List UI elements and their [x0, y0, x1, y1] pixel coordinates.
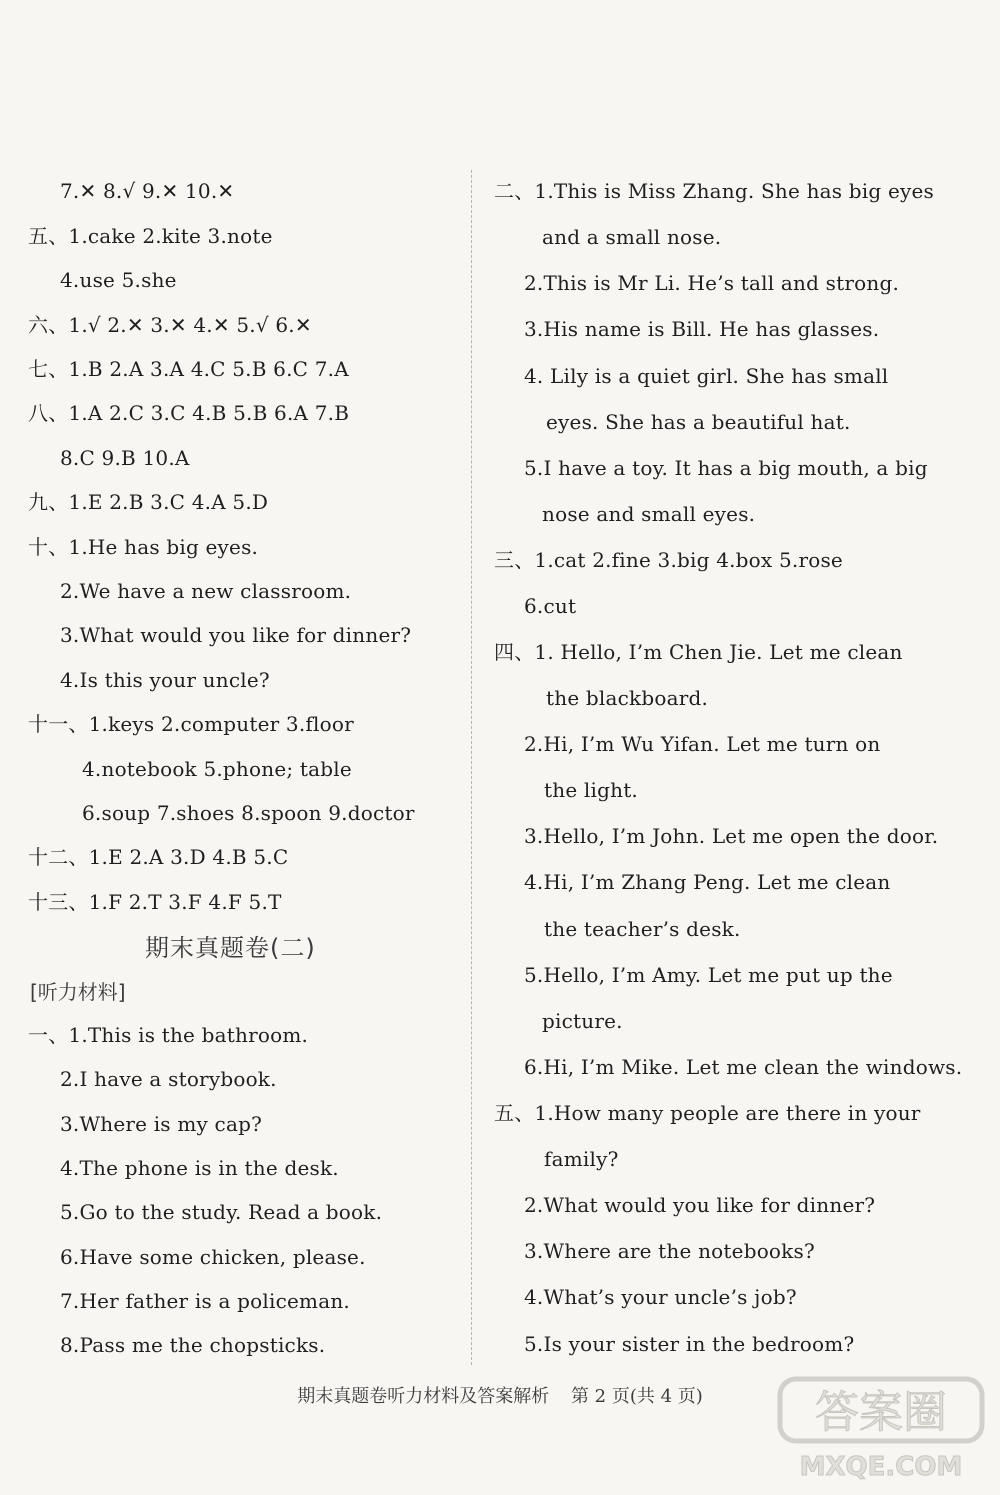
answer-line: 4.Hi, I’m Zhang Peng. Let me clean	[524, 870, 891, 894]
watermark-url: MXQE.COM	[799, 1452, 963, 1482]
answer-line: 4.notebook 5.phone; table	[82, 757, 352, 781]
answer-line: 6.soup 7.shoes 8.spoon 9.doctor	[82, 801, 415, 825]
answer-line: 2.What would you like for dinner?	[524, 1193, 876, 1217]
answer-line: 4.Is this your uncle?	[60, 668, 270, 692]
answer-line: 三、1.cat 2.fine 3.big 4.box 5.rose	[494, 548, 843, 572]
watermark-icon	[776, 1375, 986, 1485]
answer-line: 6.cut	[524, 594, 577, 618]
answer-line: 十、1.He has big eyes.	[28, 535, 259, 559]
answer-line: 6.Have some chicken, please.	[60, 1245, 366, 1269]
answer-line: 3.What would you like for dinner?	[60, 623, 412, 647]
column-divider	[471, 170, 472, 1365]
answer-line: 3.Where are the notebooks?	[524, 1239, 815, 1263]
answer-line: 8.Pass me the chopsticks.	[60, 1333, 326, 1357]
answer-line: 2.We have a new classroom.	[60, 579, 352, 603]
answer-line: 3.His name is Bill. He has glasses.	[524, 317, 880, 341]
watermark-logo	[776, 1375, 986, 1485]
answer-line: 6.Hi, I’m Mike. Let me clean the windows.	[524, 1055, 963, 1079]
answer-line: 7.✕ 8.√ 9.✕ 10.✕	[60, 179, 235, 203]
answer-line: 2.Hi, I’m Wu Yifan. Let me turn on	[524, 732, 881, 756]
answer-line: 8.C 9.B 10.A	[60, 446, 190, 470]
answer-line: 4.What’s your uncle’s job?	[524, 1285, 797, 1309]
answer-line: the light.	[544, 778, 638, 802]
answer-line: 五、1.cake 2.kite 3.note	[28, 224, 273, 248]
watermark-text: 答案圈	[815, 1387, 947, 1438]
answer-line: 九、1.E 2.B 3.C 4.A 5.D	[28, 490, 269, 514]
answer-line: nose and small eyes.	[542, 502, 756, 526]
answer-line: picture.	[542, 1009, 623, 1033]
answer-line: 六、1.√ 2.✕ 3.✕ 4.✕ 5.√ 6.✕	[28, 313, 312, 337]
answer-line: 十一、1.keys 2.computer 3.floor	[28, 712, 354, 736]
answer-line: 3.Where is my cap?	[60, 1112, 262, 1136]
section-subheading: [听力材料]	[30, 980, 126, 1004]
section-heading: 期末真题卷(二)	[145, 934, 316, 962]
answer-line: 5.Is your sister in the bedroom?	[524, 1332, 855, 1356]
answer-line: 4.The phone is in the desk.	[60, 1156, 339, 1180]
answer-line: 八、1.A 2.C 3.C 4.B 5.B 6.A 7.B	[28, 401, 350, 425]
answer-line: family?	[544, 1147, 619, 1171]
answer-line: 5.Go to the study. Read a book.	[60, 1200, 383, 1224]
answer-line: eyes. She has a beautiful hat.	[546, 410, 851, 434]
answer-line: 5.I have a toy. It has a big mouth, a big	[524, 456, 928, 480]
answer-line: 十二、1.E 2.A 3.D 4.B 5.C	[28, 845, 289, 869]
answer-line: 七、1.B 2.A 3.A 4.C 5.B 6.C 7.A	[28, 357, 349, 381]
answer-line: 一、1.This is the bathroom.	[28, 1023, 309, 1047]
page-number: 第 2 页(共 4 页)	[570, 1386, 703, 1407]
answer-line: 3.Hello, I’m John. Let me open the door.	[524, 824, 939, 848]
answer-line: 4.use 5.she	[60, 268, 177, 292]
answer-line: 7.Her father is a policeman.	[60, 1289, 350, 1313]
answer-line: and a small nose.	[542, 225, 722, 249]
answer-line: 二、1.This is Miss Zhang. She has big eyes	[494, 179, 934, 203]
answer-line: 2.I have a storybook.	[60, 1067, 277, 1091]
answer-line: 四、1. Hello, I’m Chen Jie. Let me clean	[494, 640, 903, 664]
answer-line: the blackboard.	[546, 686, 709, 710]
answer-line: 2.This is Mr Li. He’s tall and strong.	[524, 271, 900, 295]
answer-line: 5.Hello, I’m Amy. Let me put up the	[524, 963, 893, 987]
answer-line: 十三、1.F 2.T 3.F 4.F 5.T	[28, 890, 282, 914]
answer-line: the teacher’s desk.	[544, 917, 741, 941]
footer-title: 期末真题卷听力材料及答案解析	[297, 1386, 550, 1407]
answer-line: 五、1.How many people are there in your	[494, 1101, 921, 1125]
answer-line: 4. Lily is a quiet girl. She has small	[524, 364, 889, 388]
